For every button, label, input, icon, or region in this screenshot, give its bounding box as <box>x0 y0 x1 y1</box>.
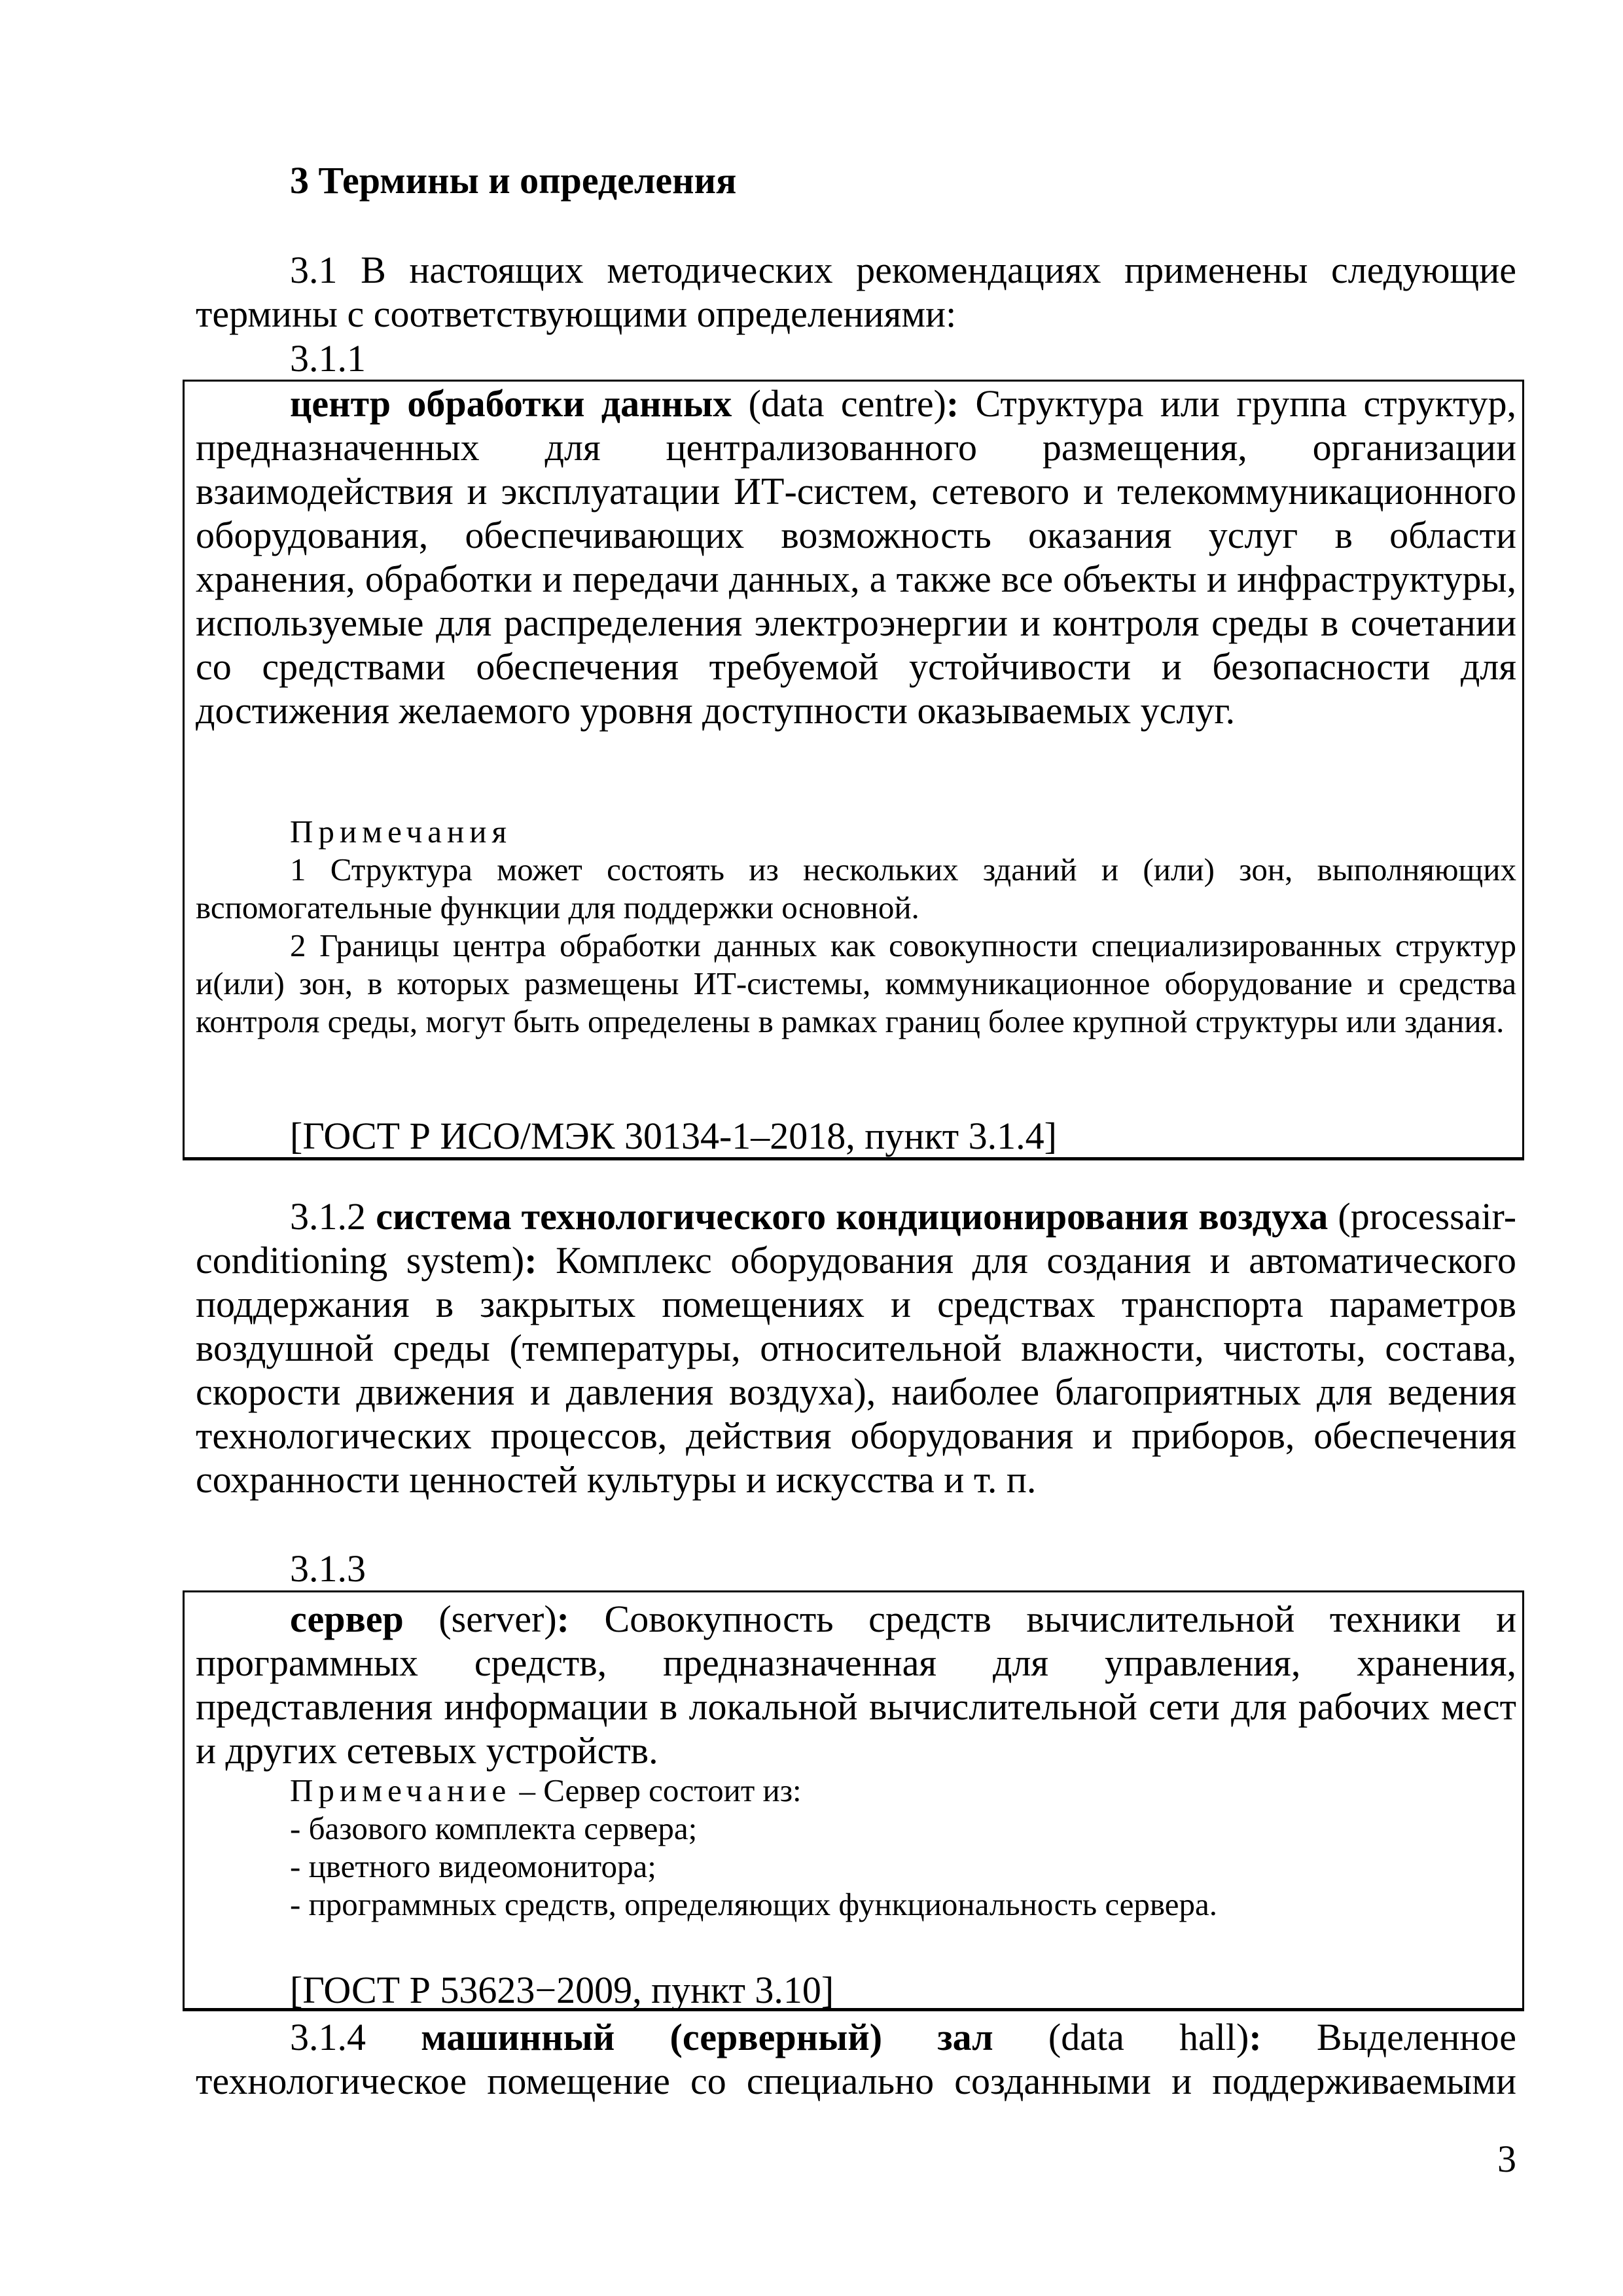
definition-3-1-2 <box>196 1194 1516 1501</box>
definition-text: Выделенное технологическое помещение со специально созданными и поддерживаемыми <box>196 2016 1517 2102</box>
definition-3-1-1 <box>196 382 1516 732</box>
colon: : <box>1249 2016 1262 2058</box>
term-name: сервер <box>290 1598 404 1640</box>
definition-3-1-3 <box>196 1597 1516 1772</box>
term-number-3-1-3: 3.1.3 <box>290 1547 366 1590</box>
definition-text: Совокупность средств вычислительной техники и программных средств, предназначенная для управления, хранения, представления информации в локальной вычислительной сети для рабочих мест и других сетевых устройств. <box>196 1598 1516 1772</box>
note-item: - цветного видеомонитора; <box>290 1848 656 1884</box>
source-reference: [ГОСТ Р ИСО/МЭК 30134-1–2018, пункт 3.1.4] <box>290 1115 1057 1157</box>
source-reference: [ГОСТ Р 53623−2009, пункт 3.10] <box>290 1969 834 2011</box>
colon: : <box>946 382 959 425</box>
term-english: (data hall) <box>1048 2016 1249 2058</box>
term-number-3-1-1: 3.1.1 <box>290 337 366 380</box>
definition-text: Структура или группа структур, предназначенных для централизованного размещения, организации взаимодействия и эксплуатации ИТ-систем, сетевого и телекоммуникационного оборудования, обеспечивающих возможность оказания услуг в области хранения, обработки и передачи данных, а также все объекты и инфраструктуры, используемые для распределения электроэнергии и контроля среды в сочетании со средствами обеспечения требуемой устойчивости и безопасности для достижения желаемого уровня доступности оказываемых услуг. <box>196 382 1516 732</box>
note-item: - базового комплекта сервера; <box>290 1810 698 1846</box>
definition-text: Комплекс оборудования для создания и автоматического поддержания в закрытых помещениях и средствах транспорта параметров воздушной среды (температуры, относительной влажности, чистоты, состава, скорости движения и давления воздуха), наиболее благоприятных для ведения технологических процессов, действия оборудования и приборов, обеспечения сохранности ценностей культуры и искусства и т. п. <box>196 1239 1516 1501</box>
definition-3-1-4 <box>196 2015 1516 2103</box>
note-2: 2 Границы центра обработки данных как совокупности специализированных структур и(или) зон, в которых размещены ИТ-системы, коммуникационное оборудование и средства контроля среды, могут быть определены в рамках границ более крупной структуры или здания. <box>196 927 1516 1039</box>
term-name: машинный (серверный) зал <box>421 2016 993 2058</box>
note-text: – Сервер состоит из: <box>511 1772 802 1808</box>
page-number: 3 <box>1497 2138 1516 2180</box>
term-number: 3.1.4 <box>290 2016 366 2058</box>
term-name: центр обработки данных <box>290 382 732 425</box>
term-english: (data centre) <box>748 382 946 425</box>
term-english: (server) <box>438 1598 557 1640</box>
note-1: 1 Структура может состоять из нескольких зданий и (или) зон, выполняющих вспомогательные функции для поддержки основной. <box>196 852 1516 925</box>
note-item: - программных средств, определяющих функциональность сервера. <box>290 1886 1218 1922</box>
term-number: 3.1.2 <box>290 1195 366 1238</box>
intro-paragraph: 3.1 В настоящих методических рекомендациях применены следующие термины с соответствующими определениями: <box>196 249 1516 335</box>
term-name: система технологического кондиционирования воздуха <box>376 1195 1329 1238</box>
notes-label: Примечания <box>290 814 512 850</box>
server-note <box>196 1772 1516 1810</box>
note-label: Примечание <box>290 1772 512 1808</box>
section-heading: 3 Термины и определения <box>290 159 737 202</box>
colon: : <box>524 1239 537 1282</box>
term-english: (processair-conditioning system) <box>196 1195 1517 1282</box>
colon: : <box>556 1598 569 1640</box>
